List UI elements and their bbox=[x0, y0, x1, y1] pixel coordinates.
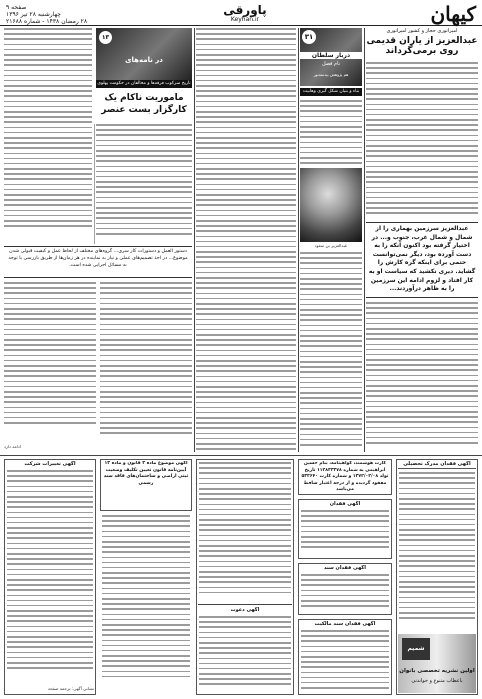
serial-right-badge-sub: نام فصل bbox=[321, 61, 341, 67]
dateline bbox=[6, 4, 116, 25]
middle-body-col bbox=[196, 28, 296, 452]
ad-right-body bbox=[399, 472, 475, 630]
column-rule bbox=[364, 28, 365, 452]
ad-box-3-body bbox=[301, 630, 389, 692]
ad-box-2-body bbox=[301, 574, 389, 612]
column-rule bbox=[194, 28, 195, 452]
serial-left-body-col-1 bbox=[96, 124, 192, 244]
serial-right-number: ۳۱ bbox=[302, 30, 316, 44]
serial-right-body-col-2b bbox=[300, 252, 362, 452]
serial-left-body-col-3 bbox=[100, 282, 192, 450]
ad-magazine-sub: باعطاب متنوع و خواندنی bbox=[411, 678, 463, 684]
section-website: Keyhan.ir bbox=[230, 16, 260, 23]
serial-left-highlight-text: دستور العمل و دستورات کار سری... گروه‌های مختلف از لحاظ عمل و کیفیت قبولی شدن موضوع... در اخذ تصمیم‌های عملی و نیاز به نماینده در هر زمان‌ها از طریق بازرسی با توجه به مسائل اجرایی شده است. bbox=[8, 249, 188, 268]
serial-right-photo bbox=[300, 168, 362, 242]
serial-left-footer: ادامه دارد bbox=[4, 444, 21, 449]
ad-magazine-badge: شمیم bbox=[402, 638, 430, 660]
ad-box-3-title: آگهی فقدان سند مالکیت bbox=[314, 621, 376, 627]
serial-right-body-col-1b bbox=[366, 302, 478, 452]
serial-left-badge bbox=[96, 28, 192, 80]
serial-left-kicker: تاریخ سرکوب فرقه‌ها و مخالفان در حکومت پهلوی bbox=[97, 81, 191, 86]
serial-right-caption-bar: بناء و بنیان شکل گیری وهابیت bbox=[300, 88, 362, 96]
serial-left-body-col-4 bbox=[4, 282, 96, 442]
column-rule bbox=[94, 124, 95, 244]
column-rule bbox=[298, 28, 299, 452]
serial-right-headline: عبدالعزیز از یاران قدیمی روی برمی‌گرداند bbox=[366, 36, 478, 56]
date-solar: چهارشنبه ۲۸ تیر ۱۳۹۶ bbox=[6, 11, 61, 18]
serial-left-headline: ماموریت ناکام یک کارگزار بست عنصر bbox=[101, 93, 187, 115]
serial-right-kicker: امپراتوری حجاز و کشور امپراتوری bbox=[386, 28, 458, 34]
page-number: صفحه ۹ bbox=[6, 4, 27, 11]
serial-left-badge-title: در نامه‌های bbox=[125, 56, 163, 64]
serial-right-body-col-1 bbox=[366, 62, 478, 220]
serial-right-photo-caption: عبدالعزیز بن سعود bbox=[314, 243, 348, 248]
ad-center-top-text: کارت هوشمند، گواهینامه، بنام حسین ابراهیمی به شماره ۱۱۲۸۳۳۳۷۸ تاریخ تولد ۱۳۷۲/۰۲/۰۸ و شماره کارت ۵۳۳۶۴۰ مفقود گردیده و از درجه اعتبار ساقط می‌باشد bbox=[301, 461, 389, 492]
ad-center-divider bbox=[198, 604, 292, 605]
masthead bbox=[0, 2, 482, 26]
ad-magazine-title: اولین نشریه تخصصی بانوان bbox=[399, 668, 475, 674]
serial-right-badge bbox=[300, 28, 362, 86]
serial-right-pullquote-text: عبدالعزیز سرزمین بهماری را از شمال و شمال غرب، جنوب و... در اختیار گرفته بود اکنون آنکه را به دست آورده بود، دیگر نمی‌توانست حتمی برای اینکه گره کارش را گشاید. دیری نکشید که سیاست او به کار افتاد و لزوم ادامه این سرزمین را به ظاهر درآوردند... bbox=[368, 225, 476, 293]
newspaper-logo: کیهان bbox=[430, 2, 476, 26]
serial-right-pullquote bbox=[366, 222, 478, 298]
date-issue: ۲۸ رمضان ۱۴۳۸ - شماره ۲۱۶۸۸ bbox=[6, 18, 88, 25]
ad-box-1-title: آگهی فقدان bbox=[329, 501, 361, 507]
serial-left-body-col-2 bbox=[4, 28, 92, 244]
ad-left-footer: نشانی آگهی: ترجمه صفحه bbox=[47, 686, 94, 691]
serial-left-highlight bbox=[4, 246, 192, 278]
serial-left-number: ۱۳ bbox=[99, 31, 112, 44]
ad-box-4-title: آگهی دعوت bbox=[230, 607, 260, 613]
ad-box-1-body bbox=[301, 510, 389, 556]
ad-right-title: آگهی فقدان مدرک تحصیلی bbox=[398, 461, 476, 469]
ad-box-2-title: آگهی فقدان سند bbox=[323, 565, 367, 571]
fold-divider bbox=[0, 455, 482, 456]
ad-left-top-text: آگهی موضوع ماده ۳ قانون و ماده ۱۳ آیین‌نامه قانون تعیین تکلیف وضعیت ثبتی اراضی و ساختمان‌های فاقد سند رسمی bbox=[103, 461, 189, 486]
serial-right-badge-title: دربار سلطان bbox=[300, 52, 362, 59]
serial-right-head bbox=[366, 28, 478, 58]
ad-box-4-body bbox=[199, 616, 291, 692]
serial-right-body-col-2 bbox=[300, 100, 362, 166]
section-title: پاورقی bbox=[223, 3, 267, 17]
ad-left-body bbox=[102, 515, 190, 691]
ad-left-col-2-body bbox=[7, 470, 93, 684]
ad-magazine bbox=[398, 634, 476, 693]
serial-right-badge-author: هم پژوهش بیدسه‌نور bbox=[313, 72, 349, 77]
ad-box-5-title: آگهی تغییرات شرکت bbox=[24, 461, 76, 467]
ad-center-col-body bbox=[199, 462, 291, 602]
